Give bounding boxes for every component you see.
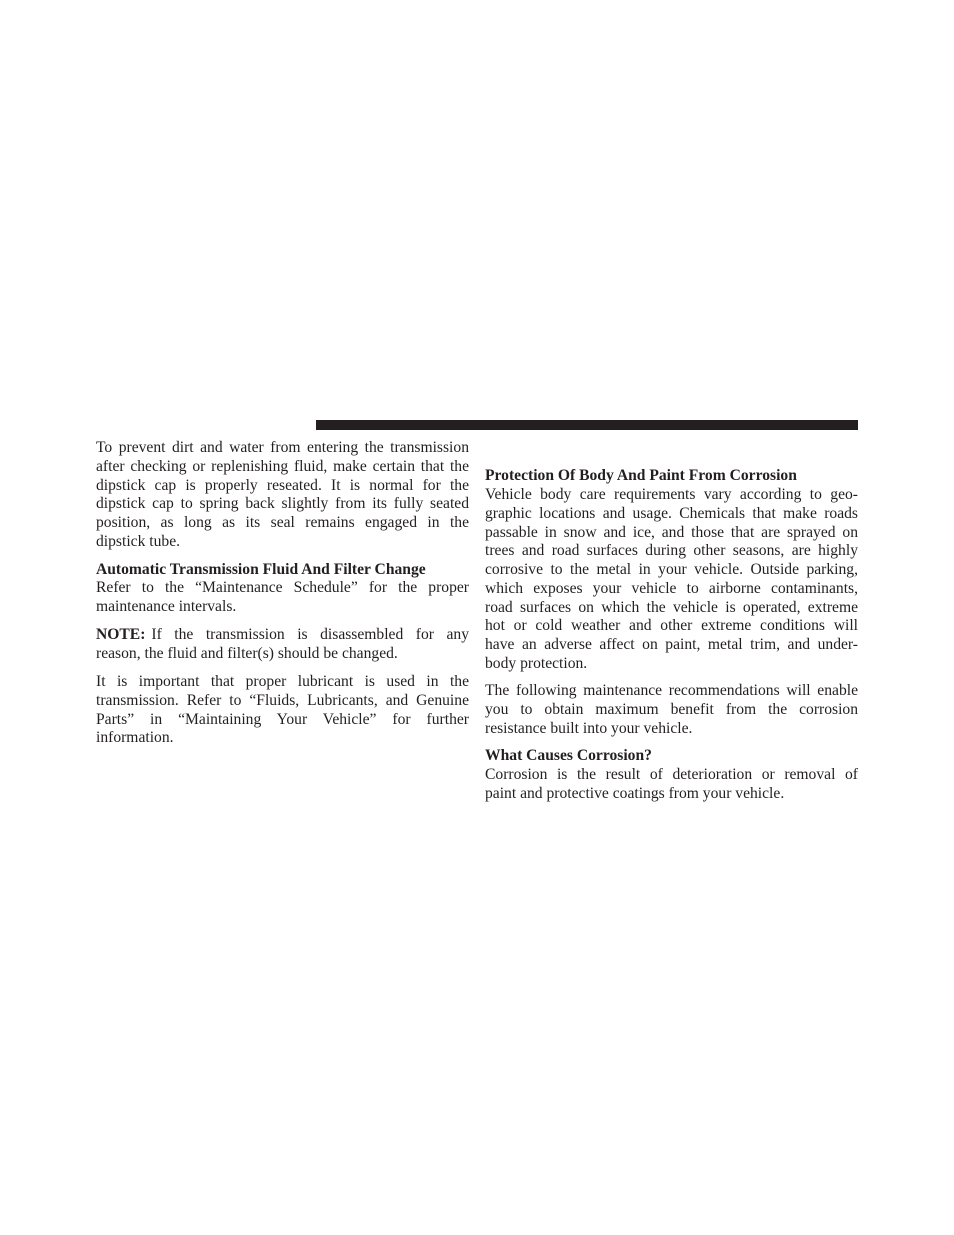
text-line: It is important that proper lubricant is used in the bbox=[96, 673, 469, 690]
paragraph bbox=[96, 439, 469, 552]
text-line: To prevent dirt and water from entering the transmission bbox=[96, 439, 469, 456]
text-line: you to obtain maximum benefit from the corrosion bbox=[485, 700, 858, 718]
text-line: Parts” in “Maintaining Your Vehicle” for further bbox=[96, 710, 469, 728]
text-line bbox=[96, 626, 469, 645]
text-line: maintenance intervals. bbox=[96, 597, 237, 615]
section-heading bbox=[485, 467, 858, 486]
text-line: after checking or replenishing fluid, make certain that the bbox=[96, 457, 469, 475]
paragraph bbox=[485, 486, 858, 674]
text-line: Vehicle body care requirements vary according to geo- bbox=[485, 486, 858, 503]
paragraph bbox=[485, 766, 858, 804]
text-line: Refer to the “Maintenance Schedule” for the proper bbox=[96, 579, 469, 596]
text-line: body protection. bbox=[485, 654, 588, 672]
text-line: dipstick tube. bbox=[96, 532, 181, 550]
heading-text: Automatic Transmission Fluid And Filter Change bbox=[96, 561, 426, 578]
text-line: The following maintenance recommendations will enable bbox=[485, 682, 858, 699]
text-line: paint and protective coatings from your vehicle. bbox=[485, 784, 785, 802]
text-line: dipstick cap is properly reseated. It is normal for the bbox=[96, 476, 469, 494]
note-label: NOTE: bbox=[96, 626, 146, 643]
text-line: resistance built into your vehicle. bbox=[485, 719, 693, 737]
heading-text: Protection Of Body And Paint From Corrosion bbox=[485, 467, 797, 484]
paragraph bbox=[96, 673, 469, 748]
text-line: reason, the fluid and filter(s) should be changed. bbox=[96, 644, 398, 662]
text-line: road surfaces on which the vehicle is operated, extreme bbox=[485, 598, 858, 616]
text-line: which exposes your vehicle to airborne contaminants, bbox=[485, 579, 858, 597]
text-line: passable in snow and ice, and those that are sprayed on bbox=[485, 523, 858, 541]
text-line: Corrosion is the result of deterioration or removal of bbox=[485, 766, 858, 783]
heading-text: What Causes Corrosion? bbox=[485, 747, 652, 764]
text-line: corrosive to the metal in your vehicle. Outside parking, bbox=[485, 561, 858, 578]
text-line: trees and road surfaces during other seasons, are highly bbox=[485, 542, 858, 560]
section-header-bar bbox=[316, 420, 858, 430]
section-heading bbox=[96, 561, 469, 580]
paragraph bbox=[96, 579, 469, 617]
text-line: transmission. Refer to “Fluids, Lubricants, and Genuine bbox=[96, 691, 469, 709]
text-line: dipstick cap to spring back slightly from its fully seated bbox=[96, 495, 469, 513]
note-text: If the transmission is disassembled for any bbox=[151, 626, 469, 643]
section-heading bbox=[485, 747, 858, 766]
text-line: position, as long as its seal remains engaged in the bbox=[96, 514, 469, 531]
paragraph bbox=[485, 682, 858, 738]
text-line: hot or cold weather and other extreme conditions will bbox=[485, 617, 858, 635]
note-paragraph bbox=[96, 626, 469, 664]
text-line: graphic locations and usage. Chemicals that make roads bbox=[485, 504, 858, 522]
text-line: have an adverse affect on paint, metal trim, and under- bbox=[485, 636, 858, 653]
text-line: information. bbox=[96, 729, 174, 747]
